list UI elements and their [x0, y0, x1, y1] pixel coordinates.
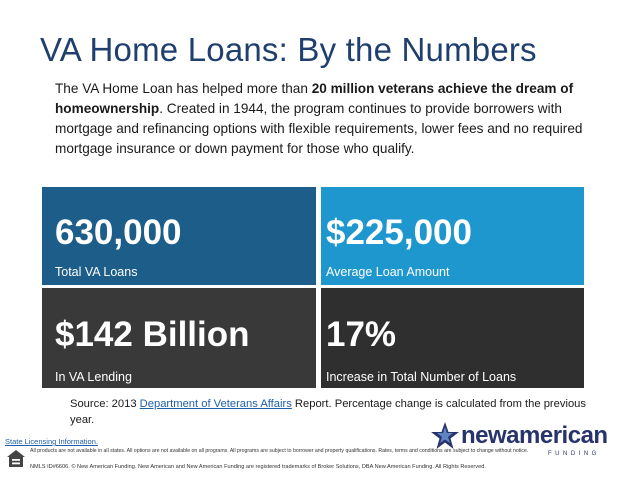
equal-housing-icon — [6, 449, 26, 469]
source-prefix: Source: 2013 — [70, 398, 140, 410]
stat-value: 630,000 — [55, 213, 182, 252]
intro-text-2: . Created in 1944, the program continues to provide borrowers with mortgage and refinancing options with flexible requirements, lower fees and no required mortgage insurance or down payment for those who qualify. — [55, 101, 583, 156]
stat-value: $142 Billion — [55, 315, 250, 354]
nmls-text: NMLS ID#6606. © New American Funding. New American and New American Funding are registered trademarks of Broker Solutions, DBA New American Funding. All Rights Reserved. — [30, 464, 486, 470]
new-american-funding-logo — [430, 420, 630, 460]
page-title: VA Home Loans: By the Numbers — [40, 31, 537, 68]
source-suffix: Report. Percentage change is calculated from the previous year. — [70, 398, 586, 426]
stat-value: $225,000 — [326, 213, 472, 252]
stat-tile-loan-increase — [321, 288, 584, 388]
stat-label: Increase in Total Number of Loans — [326, 370, 517, 384]
stat-label: In VA Lending — [55, 370, 132, 384]
star-logo-icon — [430, 421, 460, 451]
stat-tile-total-loans — [42, 187, 316, 285]
intro-text-1: The VA Home Loan has helped more than — [55, 81, 312, 96]
disclaimer-text: All products are not available in all states. All options are not available on all programs. All programs are subject to borrower and property qualifications. Rates, terms and conditions are subject to change without notice. — [30, 448, 529, 454]
stat-value: 17% — [326, 315, 397, 354]
source-link[interactable]: Department of Veterans Affairs — [139, 398, 292, 410]
stat-tile-average-amount — [321, 187, 584, 285]
logo-subtitle: FUNDING — [548, 451, 600, 457]
stat-tile-va-lending — [42, 288, 316, 388]
stat-label: Average Loan Amount — [326, 265, 450, 279]
stat-label: Total VA Loans — [55, 265, 138, 279]
intro-bold-text: 20 million veterans achieve the dream of homeownership — [55, 81, 574, 116]
intro-paragraph — [55, 79, 600, 159]
logo-wordmark: newamerican — [461, 422, 608, 449]
state-licensing-link[interactable]: State Licensing Information. — [5, 437, 98, 446]
